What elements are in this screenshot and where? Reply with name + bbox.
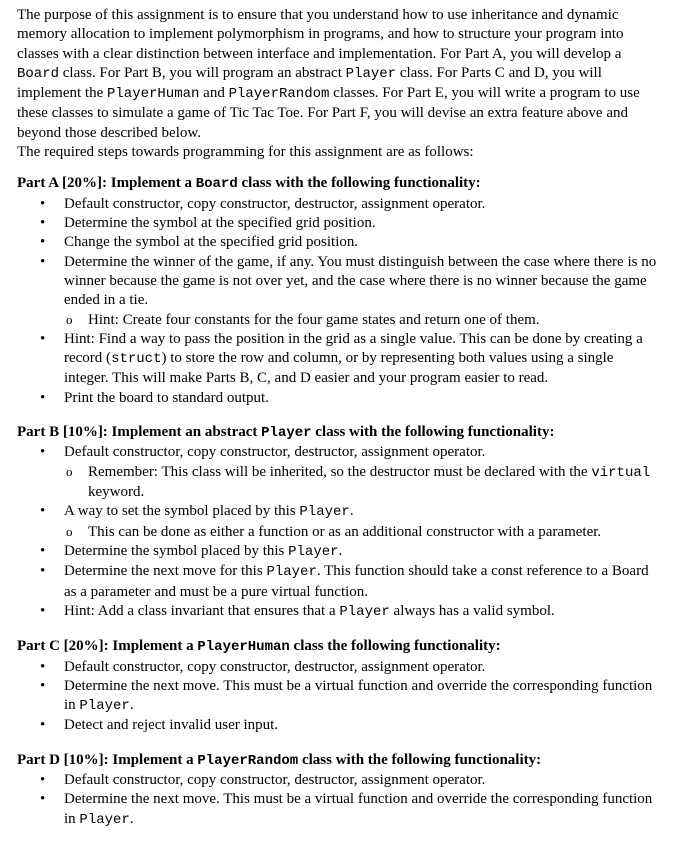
part-d-list — [17, 771, 660, 830]
part-a-section — [17, 174, 660, 408]
sub-list-item: o Remember: This class will be inherited, so the destructor must be declared with the virtual keyword. — [64, 463, 660, 503]
inline-code: Player — [79, 811, 130, 828]
inline-code: PlayerRandom — [228, 86, 330, 103]
list-item: • Detect and reject invalid user input. — [17, 716, 660, 735]
inline-code: Board — [17, 65, 60, 82]
inline-code: Player — [299, 504, 350, 521]
intro-steps-line: The required steps towards programming for this assignment are as follows: — [17, 144, 474, 161]
part-a-list — [17, 195, 660, 408]
inline-code: Player — [266, 564, 317, 581]
part-b-list — [17, 443, 660, 622]
part-b-heading: Part B [10%]: Implement an abstract Player class with the following functionality: — [17, 424, 555, 442]
part-d-heading: Part D [10%]: Implement a PlayerRandom class with the following functionality: — [17, 751, 542, 769]
list-item: • Determine the next move for this Player. This function should take a const reference to a Board as a parameter and must be a pure virtual function. — [17, 562, 660, 602]
list-item: • Determine the next move. This must be a virtual function and override the corresponding function in Player. — [17, 790, 660, 830]
list-item: • Change the symbol at the specified grid position. — [17, 233, 660, 252]
list-item: • A way to set the symbol placed by this Player. o This can be done as either a function or as an additional constructor with a parameter. — [17, 502, 660, 542]
part-c-section — [17, 637, 660, 736]
sub-list — [64, 463, 660, 503]
sub-list-item: o Hint: Create four constants for the four game states and return one of them. — [64, 311, 660, 330]
sub-list — [64, 311, 660, 330]
part-c-list — [17, 658, 660, 736]
inline-code: Player — [339, 603, 390, 620]
inline-code: struct — [111, 351, 162, 368]
intro-text: The purpose of this assignment is to ensure that you understand how to use inheritance and dynamic memory allocation to implement polymorphism in programs, and how to structure your program into classes with a clear distinction between interface and implementation. For Part A, you will develop a — [17, 7, 624, 62]
inline-code: virtual — [591, 464, 651, 481]
intro-text: and — [199, 85, 229, 102]
list-item: • Determine the next move. This must be a virtual function and override the corresponding function in Player. — [17, 677, 660, 717]
inline-code: Player — [288, 543, 339, 560]
part-d-section — [17, 751, 660, 830]
intro-paragraph — [17, 6, 660, 143]
part-c-heading: Part C [20%]: Implement a PlayerHuman class the following functionality: — [17, 638, 501, 656]
intro-text: class. For Parts C and D, you will implement the — [17, 64, 602, 102]
list-item: • Default constructor, copy constructor, destructor, assignment operator. — [17, 195, 660, 214]
inline-code: Player — [79, 698, 130, 715]
part-a-heading: Part A [20%]: Implement a Board class with the following functionality: — [17, 175, 481, 193]
part-b-section — [17, 423, 660, 622]
list-item: • Determine the symbol at the specified grid position. — [17, 214, 660, 233]
intro-text: classes. For Part E, you will write a program to use these classes to simulate a game of Tic Tac Toe. For Part F, you will devise an extra feature above and beyond those described below. — [17, 85, 640, 141]
list-item: • Determine the symbol placed by this Player. — [17, 542, 660, 562]
list-item: • Hint: Find a way to pass the position in the grid as a single value. This can be done by creating a record (struct) to store the row and column, or by representing both values using a single integer. This will make Parts B, C, and D easier and your program easier to read. — [17, 330, 660, 389]
list-item: • Hint: Add a class invariant that ensures that a Player always has a valid symbol. — [17, 602, 660, 622]
list-item: • Print the board to standard output. — [17, 389, 660, 408]
list-item: • Default constructor, copy constructor, destructor, assignment operator. o Remember: This class will be inherited, so the destructor must be declared with the virtual keyword. — [17, 443, 660, 502]
intro-text: class. For Part B, you will program an abstract — [59, 64, 346, 81]
inline-code: PlayerHuman — [106, 86, 200, 103]
list-item: • Default constructor, copy constructor, destructor, assignment operator. — [17, 658, 660, 677]
sub-list-item: o This can be done as either a function or as an additional constructor with a parameter. — [64, 523, 660, 542]
list-item: • Default constructor, copy constructor, destructor, assignment operator. — [17, 771, 660, 790]
sub-list — [64, 523, 660, 542]
inline-code: Player — [345, 65, 397, 82]
list-item: • Determine the winner of the game, if any. You must distinguish between the case where there is no winner because the game is not over yet, and the case where there is no winner because the game ended in a tie. o Hint: Create four constants for the four game states and return one of them. — [17, 253, 660, 330]
